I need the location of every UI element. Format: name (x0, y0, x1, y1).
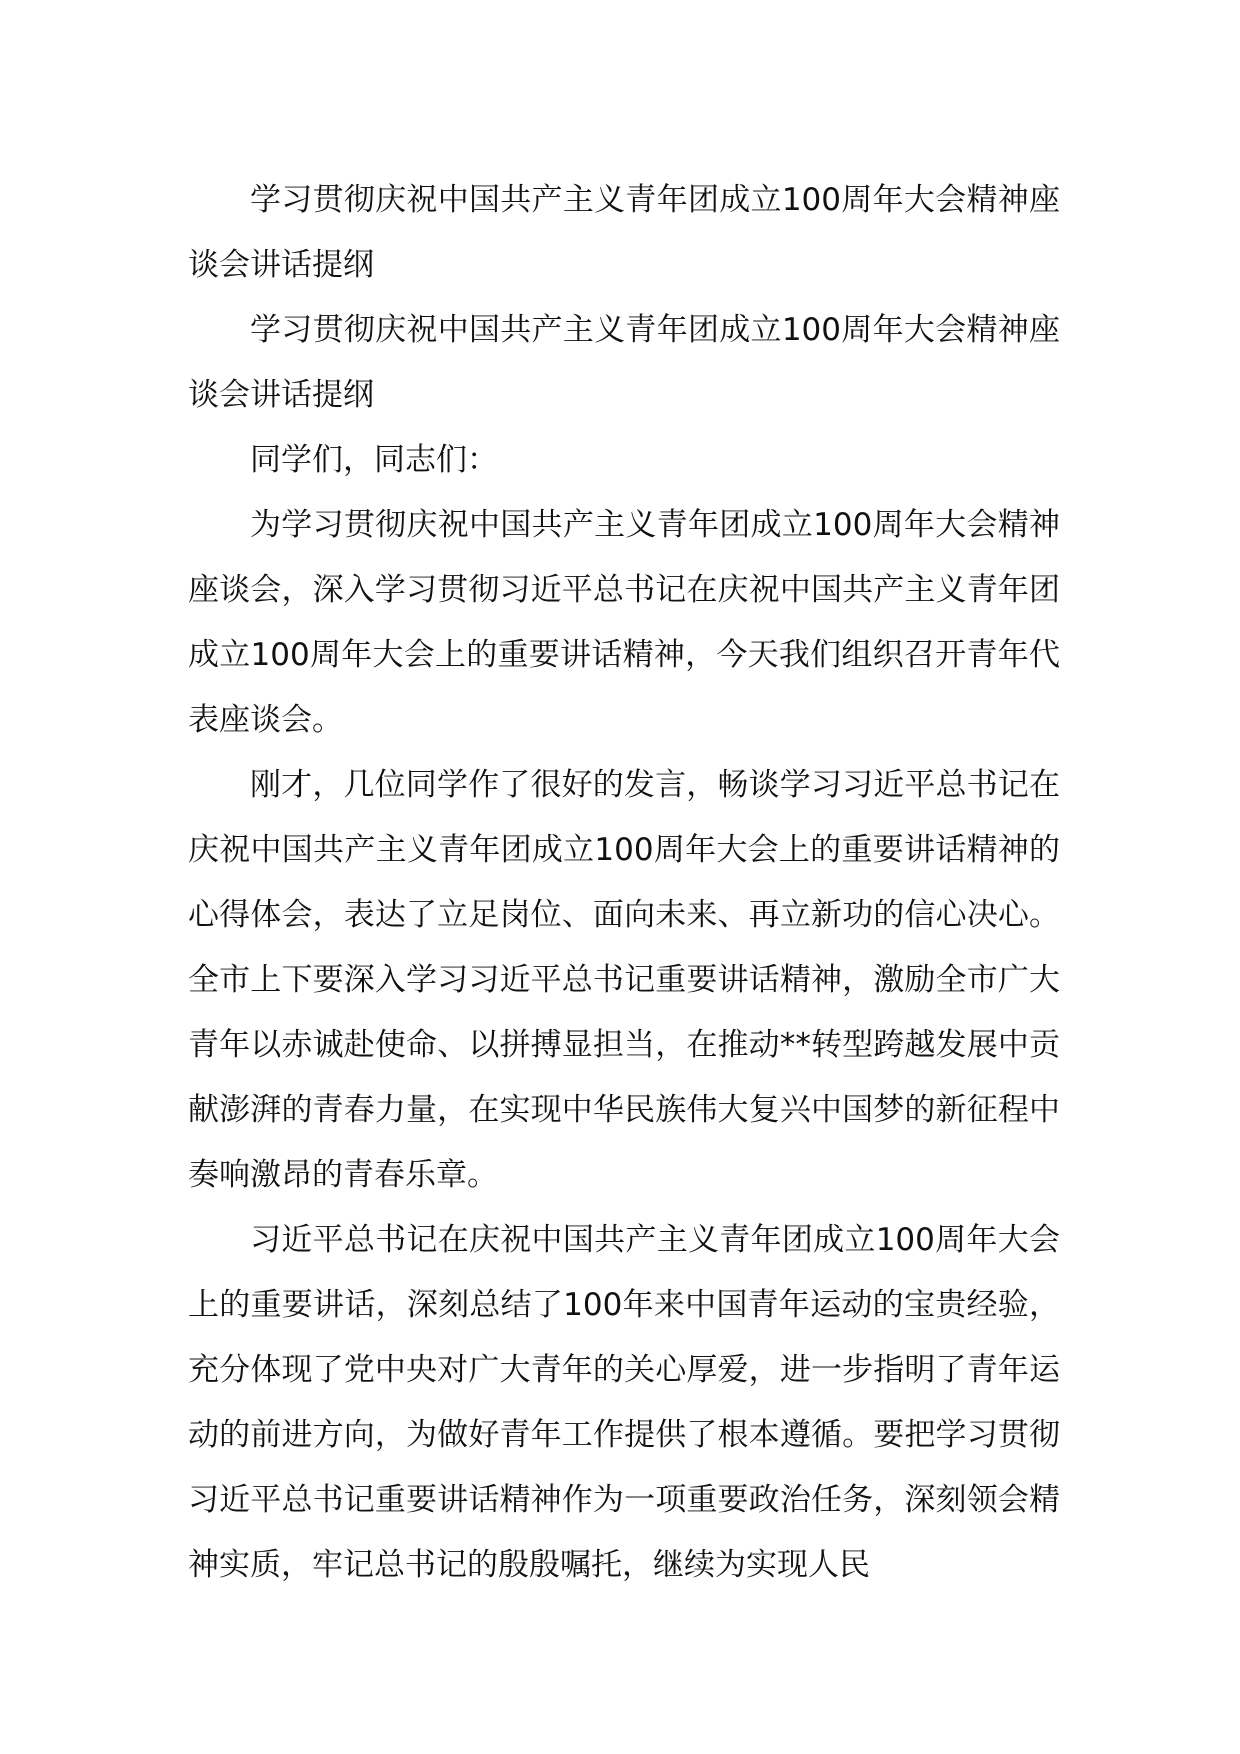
body-paragraph: 刚才，几位同学作了很好的发言，畅谈学习习近平总书记在庆祝中国共产主义青年团成立100周年大会上的重要讲话精神的心得体会，表达了立足岗位、面向未来、再立新功的信心决心。全市上下要深入学习习近平总书记重要讲话精神，激励全市广大青年以赤诚赴使命、以拼搏显担当，在推动**转型跨越发展中贡献澎湃的青春力量，在实现中华民族伟大复兴中国梦的新征程中奏响激昂的青春乐章。 (188, 767, 1060, 1193)
body-paragraph: 习近平总书记在庆祝中国共产主义青年团成立100周年大会上的重要讲话，深刻总结了100年来中国青年运动的宝贵经验，充分体现了党中央对广大青年的关心厚爱，进一步指明了青年运动的前进方向，为做好青年工作提供了根本遵循。要把学习贯彻习近平总书记重要讲话精神作为一项重要政治任务，深刻领会精神实质，牢记总书记的殷殷嘱托，继续为实现人民 (188, 1222, 1060, 1583)
salutation: 同学们，同志们： (250, 442, 498, 478)
document-title: 学习贯彻庆祝中国共产主义青年团成立100周年大会精神座谈会讲话提纲 (188, 182, 1060, 283)
document-title-repeat: 学习贯彻庆祝中国共产主义青年团成立100周年大会精神座谈会讲话提纲 (188, 312, 1060, 413)
body-paragraph: 为学习贯彻庆祝中国共产主义青年团成立100周年大会精神座谈会，深入学习贯彻习近平总书记在庆祝中国共产主义青年团成立100周年大会上的重要讲话精神，今天我们组织召开青年代表座谈会。 (188, 507, 1060, 738)
document-body (188, 168, 1060, 1598)
